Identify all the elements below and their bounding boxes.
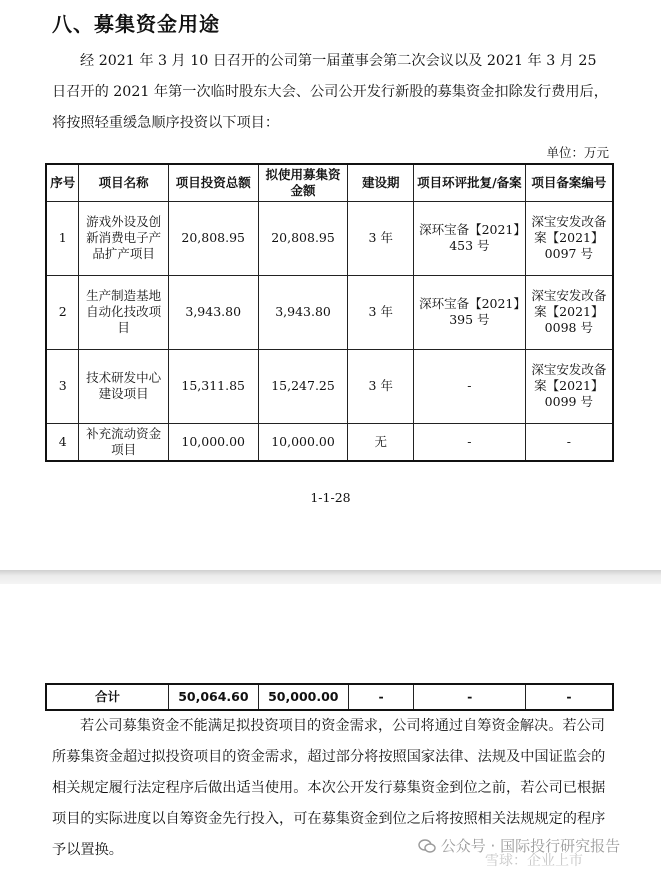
watermark-secondary: 雪球：企业上市 (485, 853, 583, 869)
table-row (46, 201, 613, 275)
document-page-2 (0, 584, 661, 873)
closing-paragraph: 若公司募集资金不能满足拟投资项目的资金需求，公司将通过自筹资金解决。若公司所募集资金超过拟投资项目的资金需求，超过部分将按照国家法律、法规及中国证监会的相关规定履行法定程序后做出适当使用。本次公开发行募集资金到位之前，若公司已根据项目的实际进度以自筹资金先行投入，可在募集资金到位之后将按照相关法规规定的程序予以置换。 (52, 718, 606, 858)
table-cell: 深宝安发改备案【2021】0097 号 (525, 201, 613, 275)
table-cell: 15,311.85 (168, 349, 258, 423)
intro-paragraph: 经 2021 年 3 月 10 日召开的公司第一届董事会第二次会议以及 2021 年 3 月 25 日召开的 2021 年第一次临时股东大会、公司公开发行新股的募集资金扣除发行费用后，将按照轻重缓急顺序投资以下项目： (52, 53, 608, 131)
table-cell: 深宝安发改备案【2021】0098 号 (525, 275, 613, 349)
header-cell: 拟使用募集资金额 (258, 164, 348, 201)
table-header-row (46, 164, 613, 201)
total-raised-funds: 50,000.00 (258, 684, 348, 710)
unit-label: 单位：万元 (546, 145, 609, 160)
table-cell: 技术研发中心建设项目 (79, 349, 168, 423)
table-cell: - (525, 423, 613, 461)
table-cell: 2 (46, 275, 79, 349)
total-cell: - (525, 684, 613, 710)
table-cell: 15,247.25 (258, 349, 348, 423)
header-cell: 建设期 (348, 164, 414, 201)
table-cell: 深宝安发改备案【2021】0099 号 (525, 349, 613, 423)
table-cell: 4 (46, 423, 79, 461)
header-cell: 项目备案编号 (525, 164, 613, 201)
table-row (46, 349, 613, 423)
table-cell: 20,808.95 (168, 201, 258, 275)
table-row (46, 275, 613, 349)
header-cell: 项目名称 (79, 164, 168, 201)
total-row (46, 684, 613, 710)
table-cell: 3 年 (348, 201, 414, 275)
wechat-icon (418, 839, 436, 853)
table-cell: 20,808.95 (258, 201, 348, 275)
section-heading: 八、募集资金用途 (52, 12, 220, 36)
table-cell: - (414, 423, 526, 461)
total-cell: - (414, 684, 525, 710)
table-row (46, 423, 613, 461)
header-cell: 序号 (46, 164, 79, 201)
table-cell: 10,000.00 (258, 423, 348, 461)
table-cell: 3 年 (348, 275, 414, 349)
table-cell: 3,943.80 (258, 275, 348, 349)
table-cell: 补充流动资金项目 (79, 423, 168, 461)
total-cell: - (348, 684, 414, 710)
page-separator (0, 570, 661, 584)
table-cell: 深环宝备【2021】395 号 (414, 275, 526, 349)
table-cell: 游戏外设及创新消费电子产品扩产项目 (79, 201, 168, 275)
table-cell: 3,943.80 (168, 275, 258, 349)
header-cell: 项目环评批复/备案 (414, 164, 526, 201)
table-cell: - (414, 349, 526, 423)
projects-table (45, 163, 614, 462)
watermark-text: 公众号 · 国际投行研究报告 (440, 837, 621, 855)
table-cell: 1 (46, 201, 79, 275)
table-cell: 深环宝备【2021】453 号 (414, 201, 526, 275)
total-investment: 50,064.60 (168, 684, 258, 710)
page-number: 1-1-28 (310, 490, 351, 505)
table-cell: 3 (46, 349, 79, 423)
table-cell: 生产制造基地自动化技改项目 (79, 275, 168, 349)
total-label: 合计 (46, 684, 168, 710)
table-cell: 无 (348, 423, 414, 461)
header-cell: 项目投资总额 (168, 164, 258, 201)
projects-total-table (45, 683, 614, 711)
table-cell: 3 年 (348, 349, 414, 423)
table-cell: 10,000.00 (168, 423, 258, 461)
